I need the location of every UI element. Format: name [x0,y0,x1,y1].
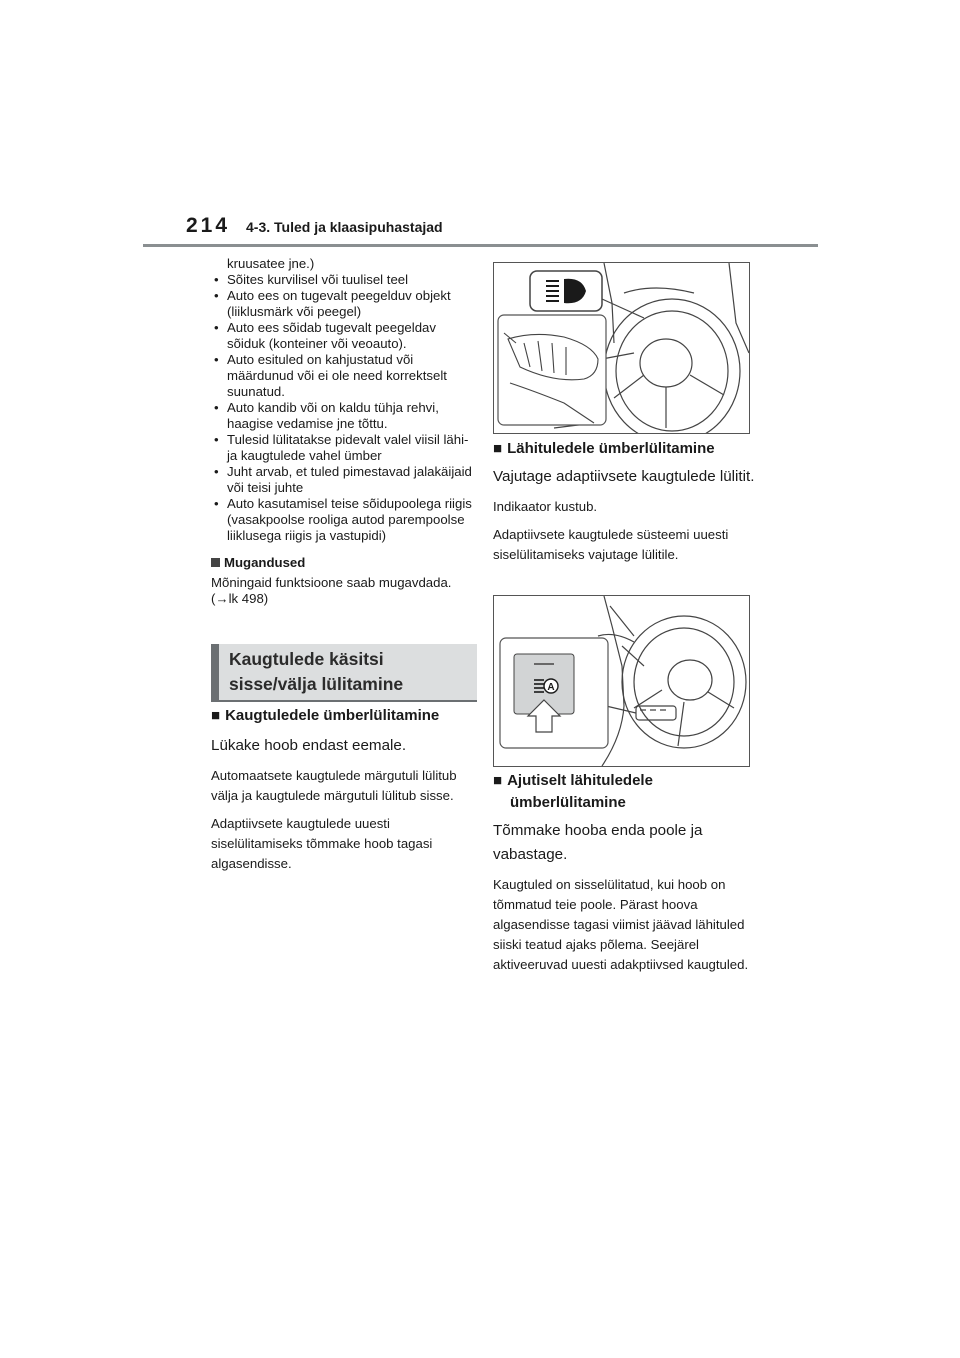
high-beam-note-1: Automaatsete kaugtulede märgutuli lülitub välja ja kaugtulede märgutuli lülitub sisse. [211,768,457,803]
list-item: • Juht arvab, et tuled pimestavad jalakäijaid või teisi juhte [211,464,473,496]
list-item: • Auto esituled on kahjustatud või määrdunud või ei ole need korrektselt suunatud. [211,352,473,400]
page-number: 214 [186,214,231,237]
lever-illustration [493,262,750,434]
switch-drawing [494,596,749,766]
list-item: • Auto ees sõidab tugevalt peegeldav sõiduk (konteiner või veoauto). [211,320,473,352]
low-beam-instruction: Vajutage adaptiivsete kaugtulede lülitit. [493,468,755,485]
square-bullet-icon [211,558,220,567]
low-beam-heading: ■ Lähituledele ümberlülitamine [493,440,715,457]
low-beam-note-1: Indikaator kustub. [493,499,598,514]
section-title: 4-3. Tuled ja klaasipuhastajad [246,219,443,235]
header-divider [143,244,818,247]
list-item: • Sõites kurvilisel või tuulisel teel [211,272,473,288]
section-heading-box [211,644,477,702]
page-reference-link[interactable]: lk 498) [228,591,269,606]
list-item: • Tulesid lülitatakse pidevalt valel viisil lähi- ja kaugtulede vahel ümber [211,432,473,464]
condition-list [211,272,473,544]
low-beam-note-2: Adaptiivsete kaugtulede süsteemi uuesti siselülitamiseks vajutage lülitile. [493,527,729,562]
high-beam-heading: ■ Kaugtuledele ümberlülitamine [211,707,440,724]
lever-drawing [494,263,749,433]
switch-illustration [493,595,750,767]
high-beam-section [211,706,473,874]
customization-text: Mõningaid funktsioone saab mugavdada. (→lk 498) [211,575,452,606]
temporary-low-beam-heading: ■ Ajutiselt lähituledele ümberlülitamine [493,772,653,811]
auto-symbol-letter: A [547,682,555,693]
customization-heading: Mugandused [211,555,473,571]
high-beam-note-2: Adaptiivsete kaugtulede uuesti siselülitamiseks tõmmake hoob tagasi algasendisse. [211,816,433,871]
arrow-icon: → [215,591,229,606]
list-item: • Auto kasutamisel teise sõidupoolega riigis (vasakpoolse rooliga autod parempoolse liiklusega riigis ja vastupidi) [211,496,473,544]
continuation-text: kruusatee jne.) [227,256,315,271]
list-item: • Auto kandib või on kaldu tühja rehvi, haagise vedamise jne tõttu. [211,400,473,432]
list-item: • Auto ees on tugevalt peegelduv objekt (liiklusmärk või peegel) [211,288,473,320]
section-heading: Kaugtulede käsitsi sisse/välja lülitamine [229,649,404,694]
high-beam-instruction: Lükake hoob endast eemale. [211,737,407,754]
temporary-low-beam-note: Kaugtuled on sisselülitatud, kui hoob on tõmmatud teie poole. Pärast hoova algasendisse tagasi viimist jäävad lähituled siiski teatud ajaks põlema. Seejärel aktiveeruvad uuesti adakptiivsed kaugtuled. [493,877,749,972]
low-beam-section [493,439,755,565]
left-column-text [211,256,473,607]
temporary-low-beam-instruction: Tõmmake hooba enda poole ja vabastage. [493,822,703,863]
temporary-low-beam-section [493,771,755,975]
